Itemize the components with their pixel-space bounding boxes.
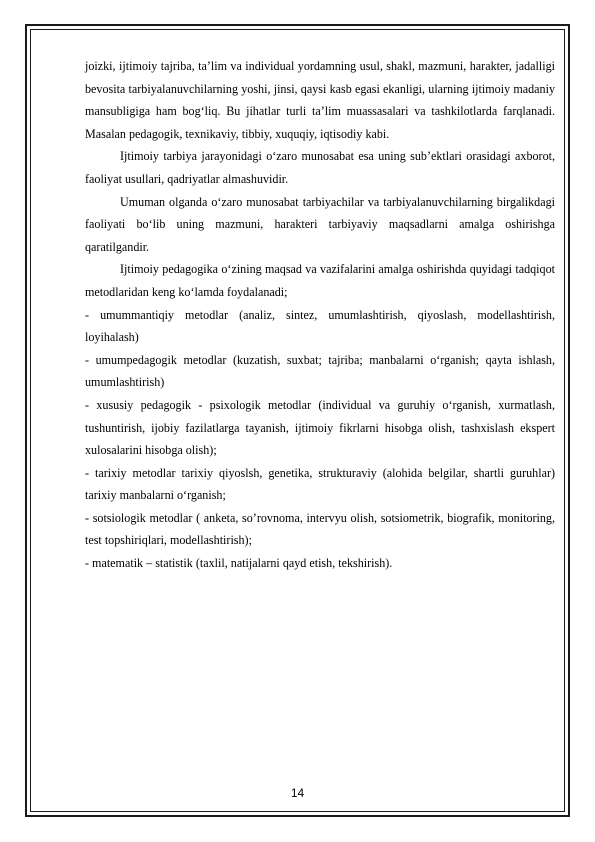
- list-item-general-logical-methods: - umummantiqiy metodlar (analiz, sintez, umumlashtirish, qiyoslash, modellashtirish, loyihalash): [85, 307, 555, 345]
- paragraph-research-methods-intro: Ijtimoiy pedagogika o‘zining maqsad va vazifalarini amalga oshirishda quyidagi tadqiqot metodlaridan keng ko‘lamda foydalanadi;: [85, 262, 555, 299]
- list-item-historical-methods: - tarixiy metodlar tarixiy qiyoslsh, genetika, strukturaviy (alohida belgilar, shartli guruhlar) tarixiy manbalarni o‘rganish;: [85, 465, 555, 503]
- paragraph-interaction-definition: Ijtimoiy tarbiya jarayonidagi o‘zaro munosabat esa uning sub’ektlari orasidagi axborot, faoliyat usullari, qadriyatlar almashuvidir.: [85, 149, 555, 186]
- list-item-general-pedagogical-methods: - umumpedagogik metodlar (kuzatish, suxbat; tajriba; manbalarni o‘rganish; qayta ishlash, umumlashtirish): [85, 352, 555, 390]
- page-number: 14: [290, 786, 305, 800]
- paragraph-continuation: joizki, ijtimoiy tajriba, ta’lim va individual yordamning usul, shakl, mazmuni, harakter, jadalligi bevosita tarbiyalanuvchilarning yoshi, jinsi, qaysi kasb egasi ekanligi, ularning ijtimoiy madaniy mansubligiga ham bog‘liq. Bu jihatlar turli ta’lim muassasalari va tashkilotlarda farqlanadi. Masalan pedagogik, texnikaviy, tibbiy, xuquqiy, iqtisodiy kabi.: [85, 59, 555, 141]
- list-item-psychological-methods: - xususiy pedagogik - psixologik metodlar (individual va guruhiy o‘rganish, xurmatlash, tushuntirish, ijobiy fazilatlarga tayanish, ijtimoiy fikrlarni hisobga olish, tashxislash ekspert xulosalarini hisobga olish);: [85, 397, 555, 458]
- paragraph-interaction-general: Umuman olganda o‘zaro munosabat tarbiyachilar va tarbiyalanuvchilarning birgalikdagi faoliyati bo‘lib uning mazmuni, harakteri tarbiyaviy maqsadlarni amalga oshirishga qaratilgandir.: [85, 194, 555, 254]
- list-item-statistical-methods: - matematik – statistik (taxlil, natijalarni qayd etish, tekshirish).: [85, 556, 393, 571]
- document-body: [85, 55, 555, 575]
- list-item-sociological-methods: - sotsiologik metodlar ( anketa, so’rovnoma, intervyu olish, sotsiometrik, biografik, monitoring, test topshiriqlari, modellashtirish);: [85, 510, 555, 548]
